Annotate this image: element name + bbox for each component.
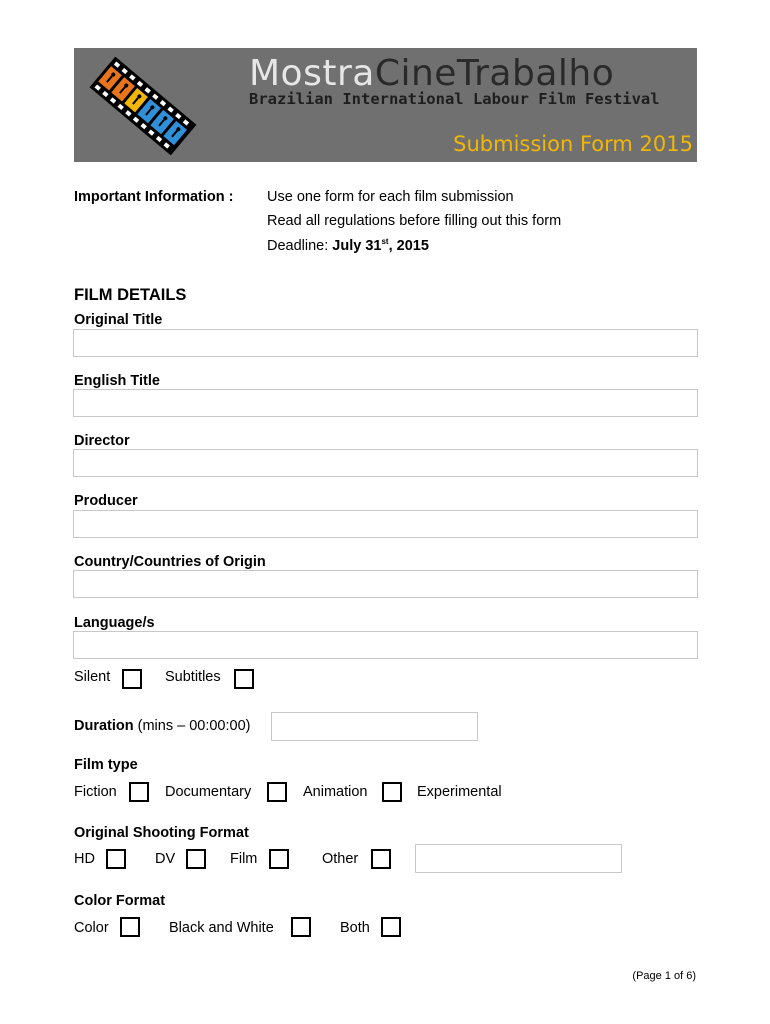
- film-reel-logo-icon: [88, 54, 198, 158]
- color-format-both-checkbox[interactable]: [381, 917, 401, 937]
- shooting-format-hd-checkbox[interactable]: [106, 849, 126, 869]
- film-type-documentary-checkbox[interactable]: [267, 782, 287, 802]
- banner-title-mostra: Mostra: [249, 53, 375, 94]
- producer-input[interactable]: [73, 510, 698, 538]
- film-type-experimental-label: Experimental: [417, 784, 502, 800]
- festival-banner: [74, 48, 697, 162]
- director-label: Director: [74, 433, 130, 449]
- film-type-documentary-label: Documentary: [165, 784, 252, 800]
- banner-form-title: Submission Form 2015: [453, 132, 693, 156]
- duration-hint: (mins – 00:00:00): [133, 718, 251, 734]
- shooting-format-film-checkbox[interactable]: [269, 849, 289, 869]
- silent-label: Silent: [74, 669, 111, 685]
- shooting-format-other-input[interactable]: [415, 844, 622, 873]
- english-title-label: English Title: [74, 373, 160, 389]
- film-type-label: Film type: [74, 757, 138, 773]
- original-title-input[interactable]: [73, 329, 698, 357]
- original-title-label: Original Title: [74, 312, 163, 328]
- shooting-format-hd-label: HD: [74, 851, 95, 867]
- subtitles-checkbox[interactable]: [234, 669, 254, 689]
- language-label: Language/s: [74, 615, 155, 631]
- producer-label: Producer: [74, 493, 138, 509]
- info-line-regulations: Read all regulations before filling out this form: [267, 213, 562, 229]
- color-format-color-label: Color: [74, 920, 109, 936]
- film-type-animation-label: Animation: [303, 784, 368, 800]
- film-details-heading: FILM DETAILS: [74, 286, 187, 304]
- deadline-prefix: Deadline:: [267, 237, 333, 254]
- subtitles-label: Subtitles: [165, 669, 221, 685]
- color-format-bw-checkbox[interactable]: [291, 917, 311, 937]
- important-info-label: Important Information :: [74, 189, 234, 205]
- color-format-bw-label: Black and White: [169, 920, 274, 936]
- film-type-fiction-label: Fiction: [74, 784, 117, 800]
- shooting-format-dv-label: DV: [155, 851, 176, 867]
- silent-checkbox[interactable]: [122, 669, 142, 689]
- color-format-color-checkbox[interactable]: [120, 917, 140, 937]
- english-title-input[interactable]: [73, 389, 698, 417]
- country-input[interactable]: [73, 570, 698, 598]
- country-label: Country/Countries of Origin: [74, 554, 266, 570]
- color-format-both-label: Both: [340, 920, 370, 936]
- language-input[interactable]: [73, 631, 698, 659]
- shooting-format-film-label: Film: [230, 851, 258, 867]
- director-input[interactable]: [73, 449, 698, 477]
- banner-title-cinetrabalho: CineTrabalho: [374, 53, 615, 94]
- shooting-format-dv-checkbox[interactable]: [186, 849, 206, 869]
- duration-input[interactable]: [271, 712, 478, 741]
- shooting-format-other-label: Other: [322, 851, 359, 867]
- duration-label-bold: Duration: [74, 718, 134, 734]
- film-type-animation-checkbox[interactable]: [382, 782, 402, 802]
- banner-subtitle: Brazilian International Labour Film Festival: [249, 90, 660, 108]
- shooting-format-label: Original Shooting Format: [74, 825, 249, 841]
- page-indicator: (Page 1 of 6): [632, 970, 696, 982]
- deadline-date: July 31st, 2015: [332, 237, 429, 254]
- info-line-deadline: [267, 237, 429, 254]
- info-line-one-form: Use one form for each film submission: [267, 189, 514, 205]
- duration-label: [74, 718, 250, 734]
- shooting-format-other-checkbox[interactable]: [371, 849, 391, 869]
- color-format-label: Color Format: [74, 893, 166, 909]
- film-type-fiction-checkbox[interactable]: [129, 782, 149, 802]
